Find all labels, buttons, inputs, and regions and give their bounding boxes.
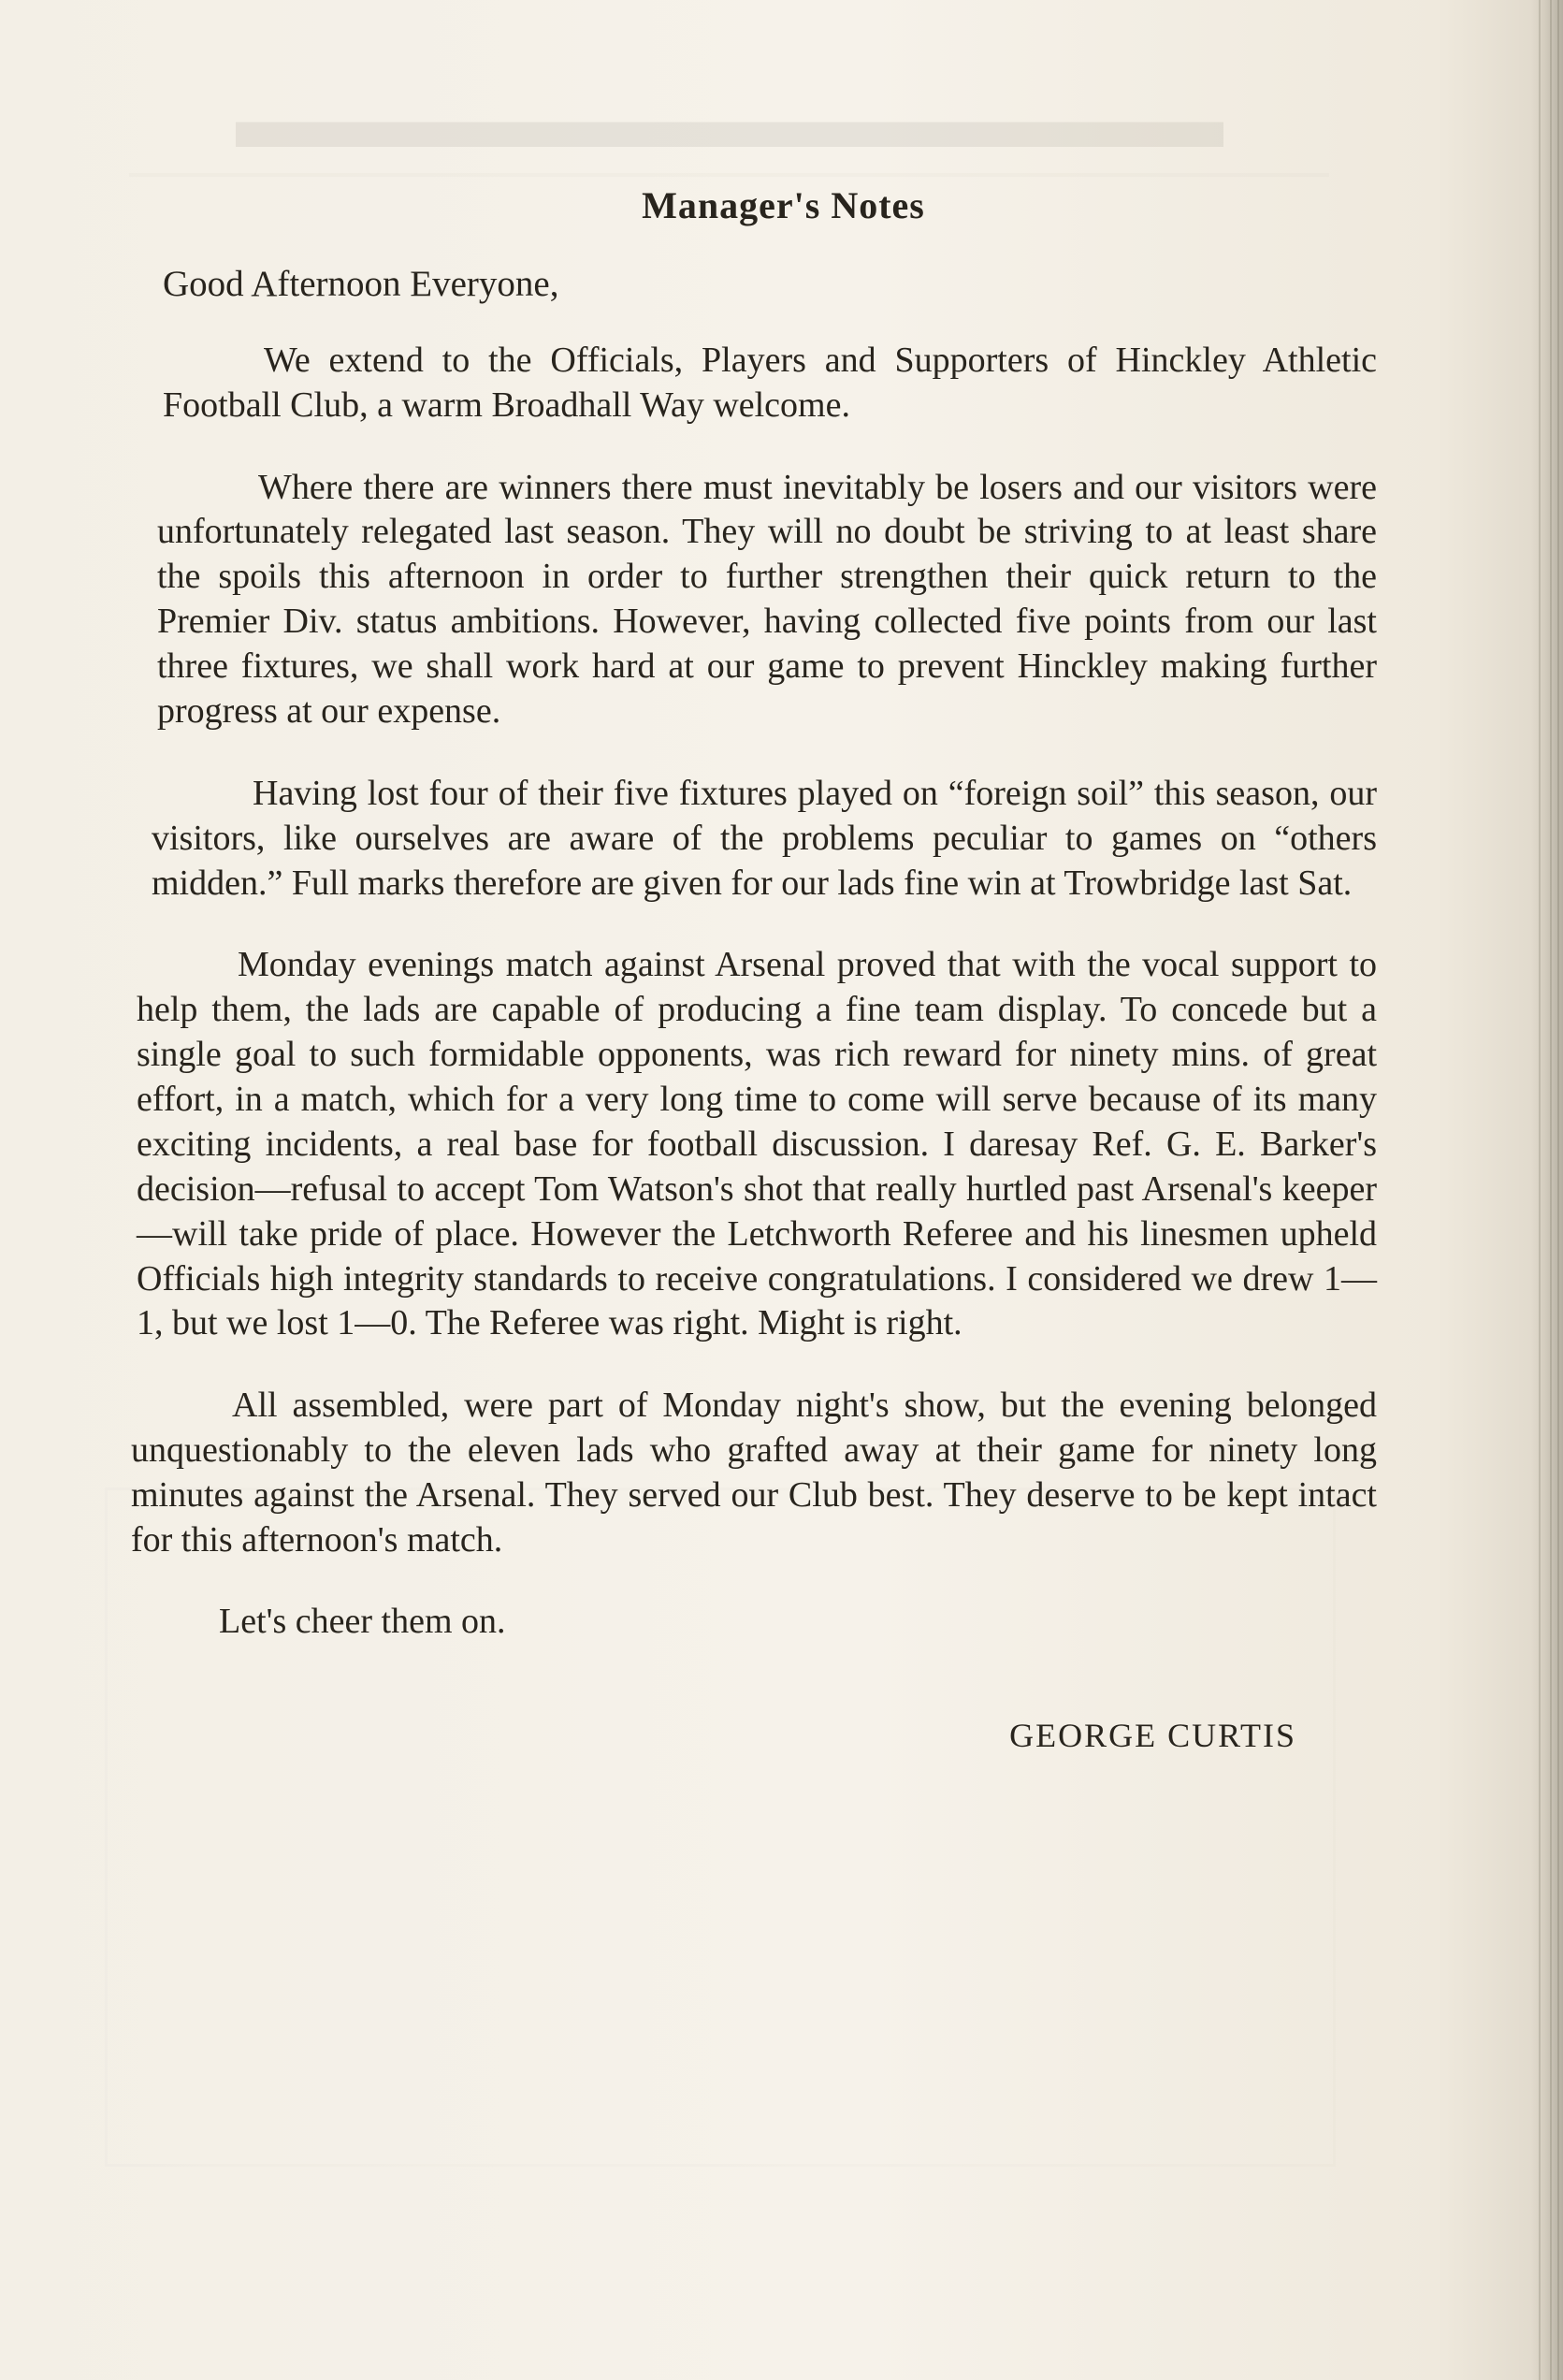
reverse-heading-ghost: ▬▬▬▬▬▬▬▬▬▬▬▬ <box>236 75 1223 166</box>
closing-line: Let's cheer them on. <box>219 1601 506 1641</box>
paragraph-foreign-soil: Having lost four of their five fixtures played on “foreign soil” this season, our visitors, like ourselves are aware of the problems peculiar to games on “others midden.” Full marks therefore are given for our lads fine win at Trowbridge last Sat. <box>152 773 1377 903</box>
page-edge-line <box>1557 0 1559 2380</box>
paragraph-welcome: We extend to the Officials, Players and Supporters of Hinckley Athletic Football Club, a warm Broadhall Way welcome. <box>163 340 1377 425</box>
reverse-rule-ghost <box>129 173 1329 177</box>
paragraph-arsenal-match: Monday evenings match against Arsenal proved that with the vocal support to help them, the lads are capable of producing a fine team display. To concede but a single goal to such formidable opponents, was rich reward for ninety mins. of great effort, in a match, which for a very long time to come will serve because of its many exciting incidents, a real base for football discussion. I daresay Ref. G. E. Barker's decision—refusal to accept Tom Watson's shot that really hurtled past Arsenal's keeper—will take pride of place. However the Letchworth Referee and his linesmen upheld Officials high integrity standards to receive congratulations. I considered we drew 1—1, but we lost 1—0. The Referee was right. Might is right. <box>137 945 1377 1343</box>
managers-notes <box>131 183 1384 1755</box>
paragraph-visitors-relegated: Where there are winners there must inevitably be losers and our visitors were unfortunately relegated last season. They will no doubt be striving to at least share the spoils this afternoon in order to further strengthen their quick return to the Premier Div. status ambitions. However, having collected five points from our last three fixtures, we shall work hard at our game to prevent Hinckley making further progress at our expense. <box>157 467 1377 731</box>
page-edge-line <box>1539 0 1541 2380</box>
paragraph-mondays-show: All assembled, were part of Monday night's show, but the evening belonged unquestionably to the eleven lads who grafted away at their game for ninety long minutes against the Arsenal. They served our Club best. They deserve to be kept intact for this afternoon's match. <box>131 1386 1377 1560</box>
notes-title: Manager's Notes <box>642 184 925 226</box>
salutation: Good Afternoon Everyone, <box>163 264 559 304</box>
signature: GEORGE CURTIS <box>1009 1717 1296 1755</box>
page-edge-line <box>1550 0 1552 2380</box>
